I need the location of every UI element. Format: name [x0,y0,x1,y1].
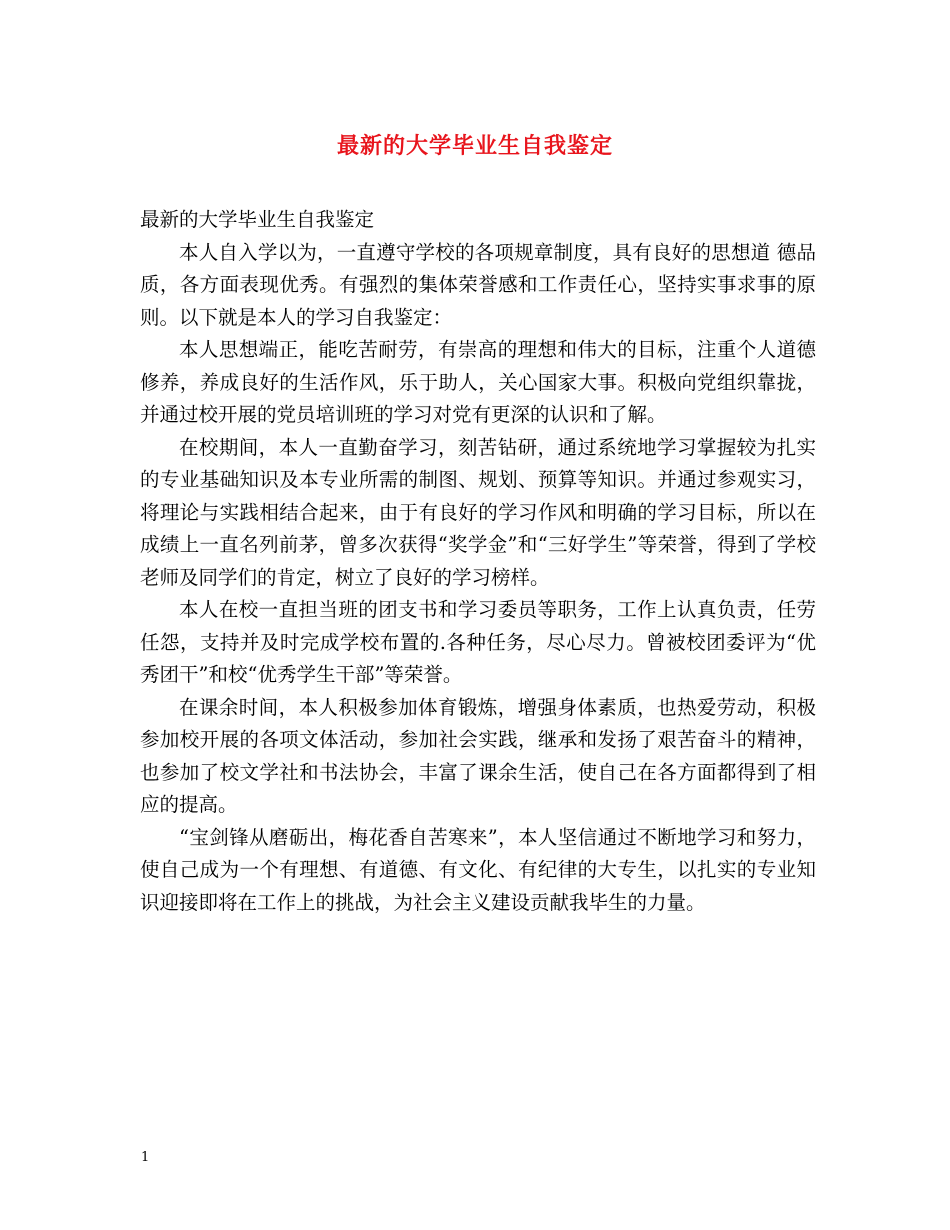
document-body [140,204,816,919]
page-number: 1 [141,1150,150,1165]
paragraph-2: 本人思想端正，能吃苦耐劳，有崇高的理想和伟大的目标，注重个人道德修养，养成良好的生活作风，乐于助人，关心国家大事。积极向党组织靠拢，并通过校开展的党员培训班的学习对党有更深的认识和了解。 [140,338,816,426]
paragraph-3: 在校期间，本人一直勤奋学习，刻苦钻研，通过系统地学习掌握较为扎实的专业基础知识及本专业所需的制图、规划、预算等知识。并通过参观实习，将理论与实践相结合起来，由于有良好的学习作风和明确的学习目标，所以在成绩上一直名列前茅，曾多次获得“奖学金”和“三好学生”等荣誉，得到了学校老师及同学们的肯定，树立了良好的学习榜样。 [140,435,816,589]
paragraph-6: “宝剑锋从磨砺出，梅花香自苦寒来”，本人坚信通过不断地学习和努力，使自己成为一个有理想、有道德、有文化、有纪律的大专生，以扎实的专业知识迎接即将在工作上的挑战，为社会主义建设贡献我毕生的力量。 [140,825,816,914]
document-subtitle: 最新的大学毕业生自我鉴定 [140,208,375,231]
paragraph-5: 在课余时间，本人积极参加体育锻炼，增强身体素质，也热爱劳动，积极参加校开展的各项文体活动，参加社会实践，继承和发扬了艰苦奋斗的精神，也参加了校文学社和书法协会，丰富了课余生活，使自己在各方面都得到了相应的提高。 [140,695,816,816]
paragraph-4: 本人在校一直担当班的团支书和学习委员等职务，工作上认真负责，任劳任怨，支持并及时完成学校布置的.各种任务，尽心尽力。曾被校团委评为“优秀团干”和校“优秀学生干部”等荣誉。 [140,598,816,686]
paragraph-1: 本人自入学以为，一直遵守学校的各项规章制度，具有良好的思想道 德品质，各方面表现优秀。有强烈的集体荣誉感和工作责任心，坚持实事求事的原则。以下就是本人的学习自我鉴定： [140,240,816,329]
document-title: 最新的大学毕业生自我鉴定 [336,133,613,159]
